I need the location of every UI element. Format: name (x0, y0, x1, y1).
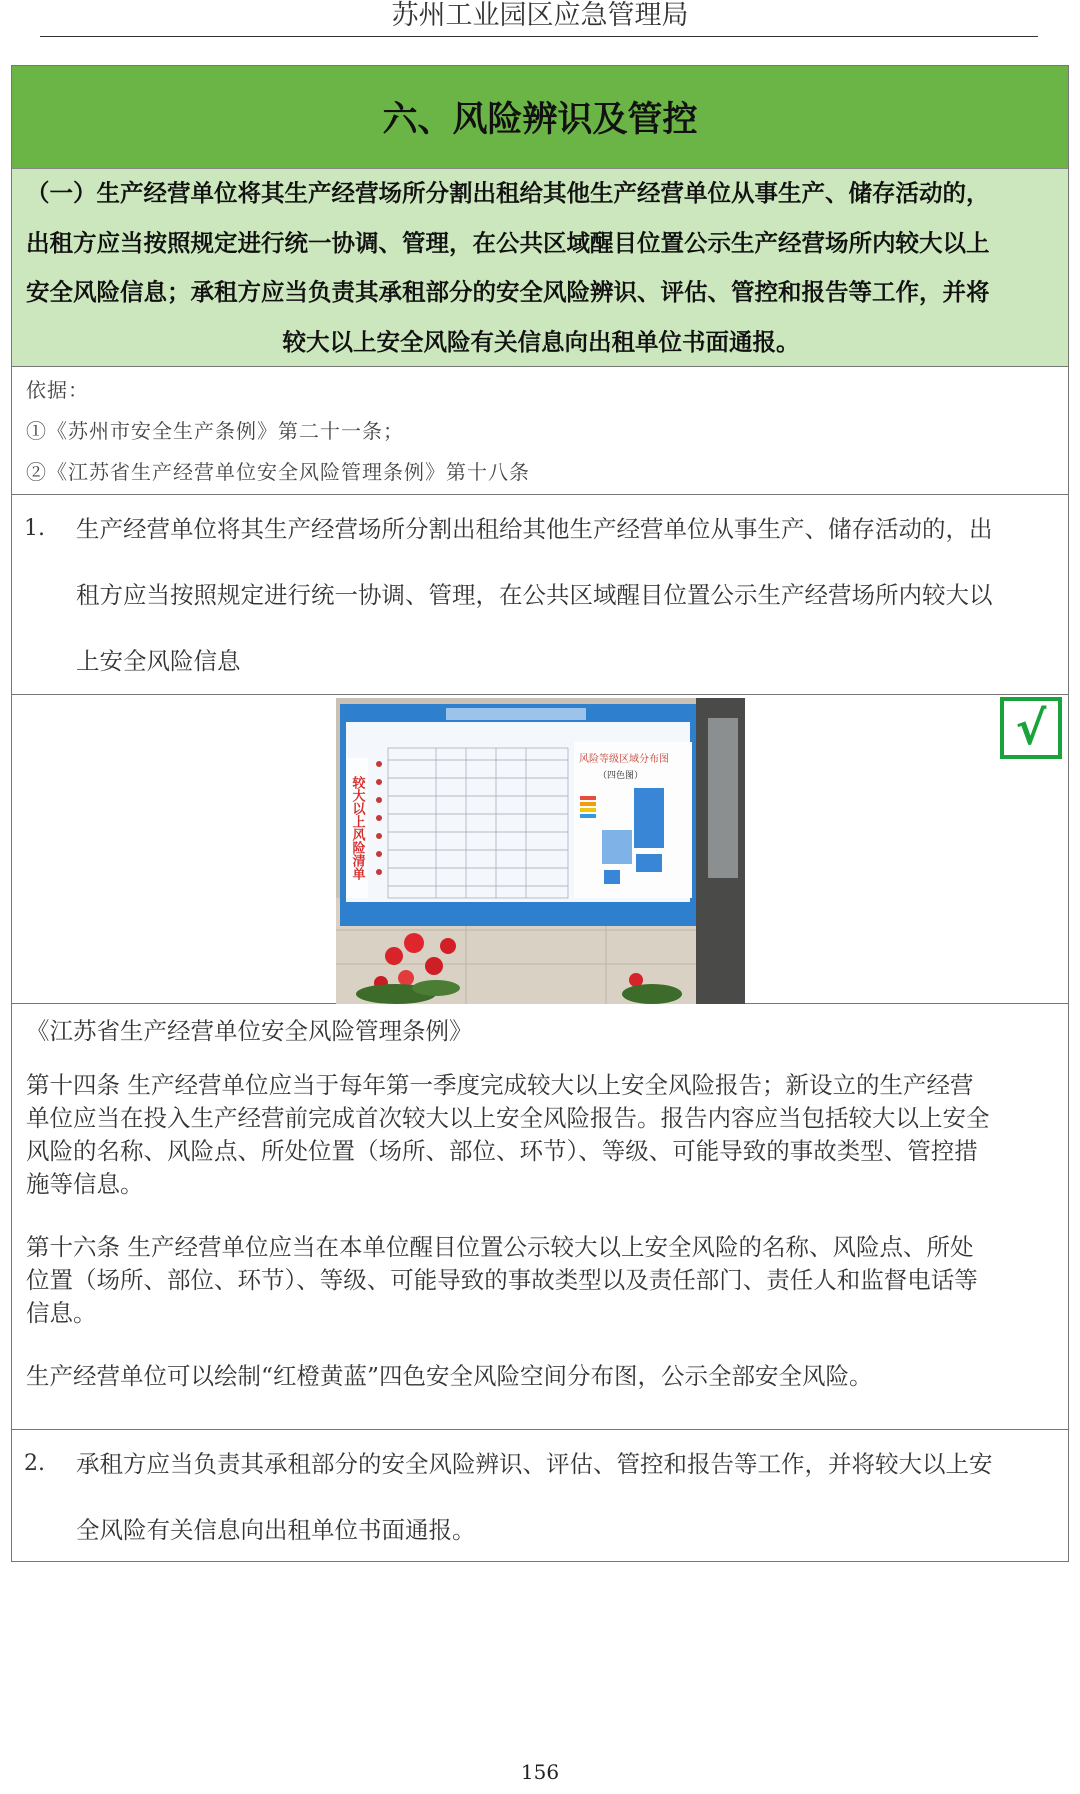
article-line: 风险的名称、风险点、所处位置（场所、部位、环节）、等级、可能导致的事故类型、管控措 (26, 1137, 978, 1165)
right-board-subtitle: （四色图） (598, 771, 644, 781)
item-line: 承租方应当负责其承租部分的安全风险辨识、评估、管控和报告等工作，并将较大以上安 (76, 1450, 993, 1478)
basis-label: 依据： (26, 378, 89, 402)
item-2 (12, 1431, 1068, 1562)
basis-item: ①《苏州市安全生产条例》第二十一条； (26, 419, 404, 443)
article-line: 施等信息。 (26, 1170, 144, 1198)
page-number: 156 (520, 1760, 560, 1784)
basis-section (12, 368, 1068, 495)
item-line: 上安全风险信息 (76, 647, 241, 675)
requirement-box (12, 169, 1068, 367)
law-title: 《江苏省生产经营单位安全风险管理条例》 (26, 1017, 473, 1045)
check-mark-icon: √ (1000, 697, 1062, 759)
article-14 (26, 1069, 1058, 1201)
section-title: 六、风险辨识及管控 (12, 66, 1068, 169)
article-line: 单位应当在投入生产经营前完成首次较大以上安全风险报告。报告内容应当包括较大以上安全 (26, 1104, 990, 1132)
requirement-line: （一）生产经营单位将其生产经营场所分割出租给其他生产经营单位从事生产、储存活动的， (26, 179, 990, 207)
header-divider (40, 36, 1038, 37)
left-board-text: 较大以上风险清单 (349, 776, 365, 880)
evidence-photo (336, 698, 745, 1004)
item-text (76, 496, 1056, 694)
article-16 (26, 1231, 1058, 1330)
requirement-line: 安全风险信息；承租方应当负责其承租部分的安全风险辨识、评估、管控和报告等工作，并将 (26, 278, 990, 306)
law-excerpt (12, 1005, 1068, 1430)
item-line: 租方应当按照规定进行统一协调、管理，在公共区域醒目位置公示生产经营场所内较大以 (76, 581, 993, 609)
article-line: 第十六条 生产经营单位应当在本单位醒目位置公示较大以上安全风险的名称、风险点、所处 (26, 1233, 974, 1261)
article-line: 信息。 (26, 1299, 97, 1327)
item-number: 1. (24, 516, 45, 541)
right-board-title: 风险等级区域分布图 (579, 754, 669, 765)
article-line: 第十四条 生产经营单位应当于每年第一季度完成较大以上安全风险报告；新设立的生产经营 (26, 1071, 974, 1099)
basis-item: ②《江苏省生产经营单位安全风险管理条例》第十八条 (26, 460, 530, 484)
item-text (76, 1431, 1056, 1563)
item-line: 生产经营单位将其生产经营场所分割出租给其他生产经营单位从事生产、储存活动的，出 (76, 515, 993, 543)
requirement-line: 较大以上安全风险有关信息向出租单位书面通报。 (282, 327, 800, 356)
item-number: 2. (24, 1451, 45, 1476)
item-1 (12, 496, 1068, 695)
document-header-title: 苏州工业园区应急管理局 (391, 0, 689, 31)
item-line: 全风险有关信息向出租单位书面通报。 (76, 1516, 476, 1544)
article-note: 生产经营单位可以绘制“红橙黄蓝”四色安全风险空间分布图，公示全部安全风险。 (26, 1362, 873, 1390)
requirement-line: 出租方应当按照规定进行统一协调、管理，在公共区域醒目位置公示生产经营场所内较大以上 (26, 228, 990, 257)
article-line: 位置（场所、部位、环节）、等级、可能导致的事故类型以及责任部门、责任人和监督电话等 (26, 1266, 978, 1294)
